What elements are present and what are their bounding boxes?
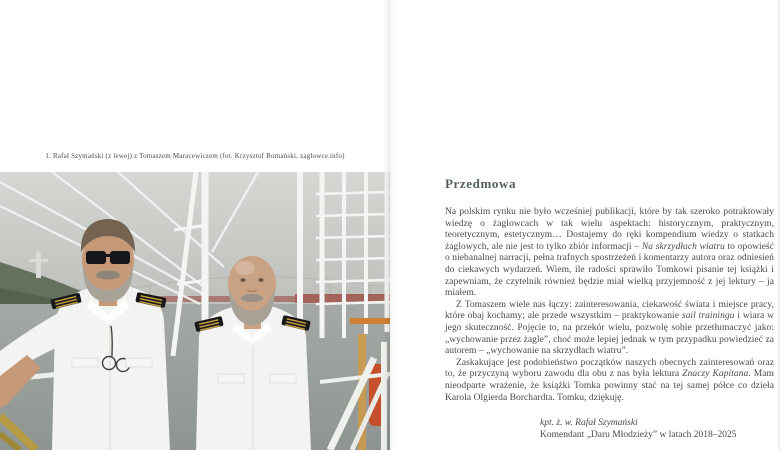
preface-paragraph: Na polskim rynku nie było wcześniej publikacji, które by tak szeroko potraktowały wiedzę o żaglowcach w tak wielu aspektach: historycznym, praktycznym, teoretycznym, estetycznym… Dostajemy do ręki kompendium wiedzy o statkach żaglowych, ale nie jest to tylko zbiór informacji – Na skrzydłach wiatru to opowieść o niebanalnej narracji, pełna trafnych spostrzeżeń i komentarzy autora oraz odniesień do ciekawych wydarzeń. Wiem, ile radości sprawiło Tomkowi pisanie tej książki i zapewniam, że czytelnik również będzie miał wielką przyjemność z jej lektury – ja miałem. [445, 207, 774, 299]
preface-paragraph: Zaskakujące jest podobieństwo początków naszych obecnych zainteresowań oraz to, że przyczyną wyboru zawodu dla obu z nas była lektura Znaczy Kapitana. Mam nieodparte wrażenie, że książki Tomka powinny stać na tej samej półce co dzieła Karola Olgierda Borchardta. Tomku, dziękuję. [445, 357, 774, 403]
photo-caption: 1. Rafał Szymański (z lewej) z Tomaszem Maracewiczem (fot. Krzysztof Romański, zaglowce.info) [45, 152, 345, 160]
preface-text-block [445, 176, 774, 441]
signature-title: Komendant „Daru Młodzieży” w latach 2018–2025 [540, 430, 737, 441]
preface-paragraph: Z Tomaszem wiele nas łączy: zainteresowania, ciekawość świata i miejsce pracy, które obaj kochamy; ale przede wszystkim – praktykowanie sail trainingu i wiara w jego skuteczność. Pojęcie to, na przekór wielu, pozwolę sobie przetłumaczyć jako: „wychowanie przez żagle”, choć może lepiej jednak w tym przypadku powiedzieć za autorem – „wychowanie na skrzydłach wiatru”. [445, 299, 774, 357]
deck-photo [0, 172, 390, 450]
orange-rail [350, 318, 390, 324]
signature-name: kpt. ż. w. Rafał Szymański [540, 418, 638, 429]
right-page [390, 0, 780, 450]
signature-block [540, 417, 774, 441]
page-title: Przedmowa [445, 176, 517, 191]
preface-paragraphs [445, 207, 774, 404]
